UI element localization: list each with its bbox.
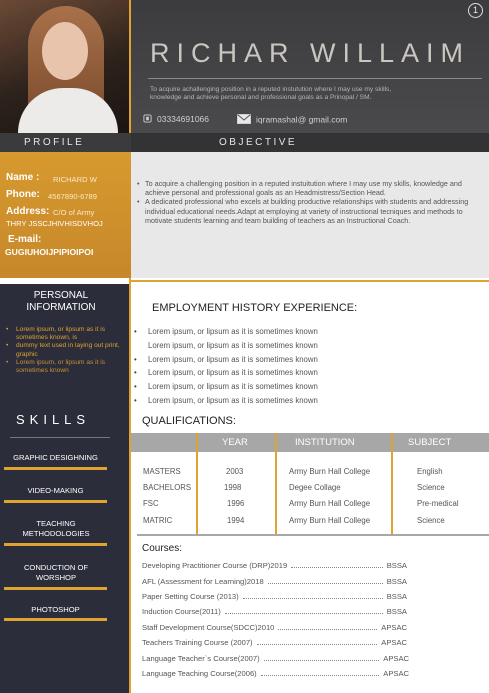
objective-box (131, 152, 489, 278)
left-column-border (129, 278, 131, 693)
name-label: Name : (6, 172, 40, 183)
course-name: Language Teaching Course(2006) (142, 669, 257, 678)
course-institution: APSAC (383, 654, 409, 663)
header-phone-text: 03334691066 (157, 114, 210, 124)
year-cell: 1996 (227, 499, 245, 508)
objective-heading: OBJECTIVE (219, 137, 298, 148)
personal-info-item: • dummy text used in laying out print, graphic (4, 342, 122, 358)
address-value: C/O of Army (53, 208, 95, 217)
employment-item: • Lorem ipsum, or lipsum as it is sometimes known (134, 325, 384, 339)
employment-heading: EMPLOYMENT HISTORY EXPERIENCE: (152, 302, 358, 314)
phone-value: 4567890-6789 (48, 192, 97, 201)
objective-heading-bar (131, 133, 489, 152)
course-name: Teachers Training Course (2007) (142, 638, 253, 647)
section-divider (131, 280, 489, 282)
table-bottom-line (137, 534, 489, 536)
course-institution: APSAC (383, 669, 409, 678)
subject-cell: Science (417, 483, 445, 492)
name-value: RICHARD W (53, 175, 97, 184)
skill-item: GRAPHIC DESIGHNING (13, 453, 98, 462)
objective-item: • To acquire a challenging position in a reputed instuitution where I may use my skills, knowledge and achieve personal and professional goals as an Headmistress/Section Head. (137, 179, 485, 197)
course-name: Induction Course(2011) (142, 607, 221, 616)
table-divider (275, 433, 277, 534)
employment-item: • Lorem ipsum, or lipsum as it is sometimes known (134, 394, 384, 408)
candidate-name: RICHAR WILLAIM (150, 38, 471, 68)
phone-label: Phone: (6, 189, 40, 200)
table-divider (391, 433, 393, 534)
year-cell: 2003 (226, 467, 244, 476)
header-phone (143, 114, 209, 125)
personal-info-item: • Lorem ipsum, or lipsum as it is sometimes known, is (4, 326, 122, 342)
course-item (142, 669, 409, 678)
course-institution: APSAC (381, 623, 407, 632)
column-header-year: YEAR (222, 437, 248, 448)
institution-cell: Army Burn Hall College (289, 499, 371, 508)
course-item (142, 654, 409, 663)
page-number-badge: 1 (468, 3, 483, 18)
skill-item: CONDUCTION OF WORSHOP (23, 563, 89, 582)
envelope-icon (237, 114, 251, 126)
column-header-subject: SUBJECT (408, 437, 452, 448)
employment-list (134, 325, 384, 408)
course-item (142, 623, 407, 632)
skills-title: SKILLS (16, 412, 91, 427)
course-name: Developing Practitioner Course (DRP)2019 (142, 561, 288, 570)
name-divider (148, 78, 482, 79)
course-name: Paper Setting Course (2013) (142, 592, 239, 601)
degree-cell: BACHELORS (143, 483, 192, 492)
skill-bar (4, 467, 107, 470)
year-cell: 1994 (227, 516, 245, 525)
profile-heading: PROFILE (24, 137, 85, 148)
course-item (142, 592, 407, 601)
skills-divider (10, 437, 110, 438)
profile-heading-bar (0, 133, 131, 152)
degree-cell: MATRIC (143, 516, 173, 525)
photo-border (129, 0, 131, 133)
institution-cell: Army Burn Hall College (289, 516, 371, 525)
header-email (237, 114, 347, 126)
profile-photo (0, 0, 131, 133)
address-label: Address: (6, 206, 50, 217)
personal-info-title (0, 290, 122, 314)
employment-item: • Lorem ipsum, or lipsum as it is sometimes known (134, 353, 384, 367)
course-item (142, 607, 407, 616)
personal-info-item: • Lorem ipsum, or lipsum as it is sometimes known (4, 359, 122, 375)
skill-item: PHOTOSHOP (31, 605, 80, 614)
course-item (142, 638, 407, 647)
personal-info-list (4, 326, 122, 375)
table-divider (196, 433, 198, 534)
course-institution: BSSA (386, 592, 407, 601)
skill-item: TEACHING METHODOLOGIES (22, 519, 90, 538)
course-institution: BSSA (386, 607, 407, 616)
institution-cell: Army Burn Hall College (289, 467, 371, 476)
employment-item: Lorem ipsum, or lipsum as it is sometimes known (148, 340, 318, 350)
courses-heading: Courses: (142, 543, 183, 554)
course-name: Language Teacher`s Course(2007) (142, 654, 260, 663)
subject-cell: English (417, 467, 443, 476)
degree-cell: MASTERS (143, 467, 181, 476)
year-cell: 1998 (224, 483, 242, 492)
qualifications-heading: QUALIFICATIONS: (142, 415, 236, 427)
skill-bar (4, 543, 107, 546)
objective-list (137, 179, 485, 225)
subject-cell: Pre-medical (417, 499, 459, 508)
course-item (142, 577, 407, 586)
degree-cell: FSC (143, 499, 159, 508)
employment-item: • Lorem ipsum, or lipsum as it is sometimes known (134, 366, 384, 380)
skill-bar (4, 500, 107, 503)
course-name: Staff Development Course(SDCC)2010 (142, 623, 275, 632)
subject-cell: Science (417, 516, 445, 525)
address-value-line2: THRY JSSCJHIVHISDVHOJ (6, 219, 103, 228)
email-label: E-mail: (8, 234, 42, 245)
skill-item: VIDEO-MAKING (27, 486, 84, 495)
phone-icon (143, 114, 152, 125)
personal-info-title-line1: PERSONAL (33, 290, 89, 301)
email-value: GUGIUHOIJPIPIOIPOI (5, 247, 94, 257)
course-institution: BSSA (386, 561, 407, 570)
institution-cell: Degee Collage (289, 483, 341, 492)
personal-info-title-line2: INFORMATION (26, 302, 96, 313)
course-name: AFL (Assessment for Learning)2018 (142, 577, 264, 586)
header-summary: To acquire achallenging position in a reputed instutution where I may use my skills, knowledge and achieve personal and professional goals as a Prinopal / SM. (150, 86, 392, 102)
column-header-institution: INSTITUTION (295, 437, 355, 448)
employment-item: • Lorem ipsum, or lipsum as it is sometimes known (134, 380, 384, 394)
skill-bar (4, 618, 107, 621)
skill-bar (4, 587, 107, 590)
qualifications-header-row (131, 433, 489, 452)
course-item (142, 561, 407, 570)
profile-box (0, 152, 131, 278)
course-institution: BSSA (386, 577, 407, 586)
course-institution: APSAC (381, 638, 407, 647)
header-email-text: iqramashal@ gmail.com (256, 114, 348, 125)
objective-item: • A dedicated professional who excels at building productive relationships with students and addressing individual educational needs.Adapt at employing at variety of instructional tecniques and methods to motivate students learning and team building of teachers as an Instructional Coach. (137, 197, 485, 225)
